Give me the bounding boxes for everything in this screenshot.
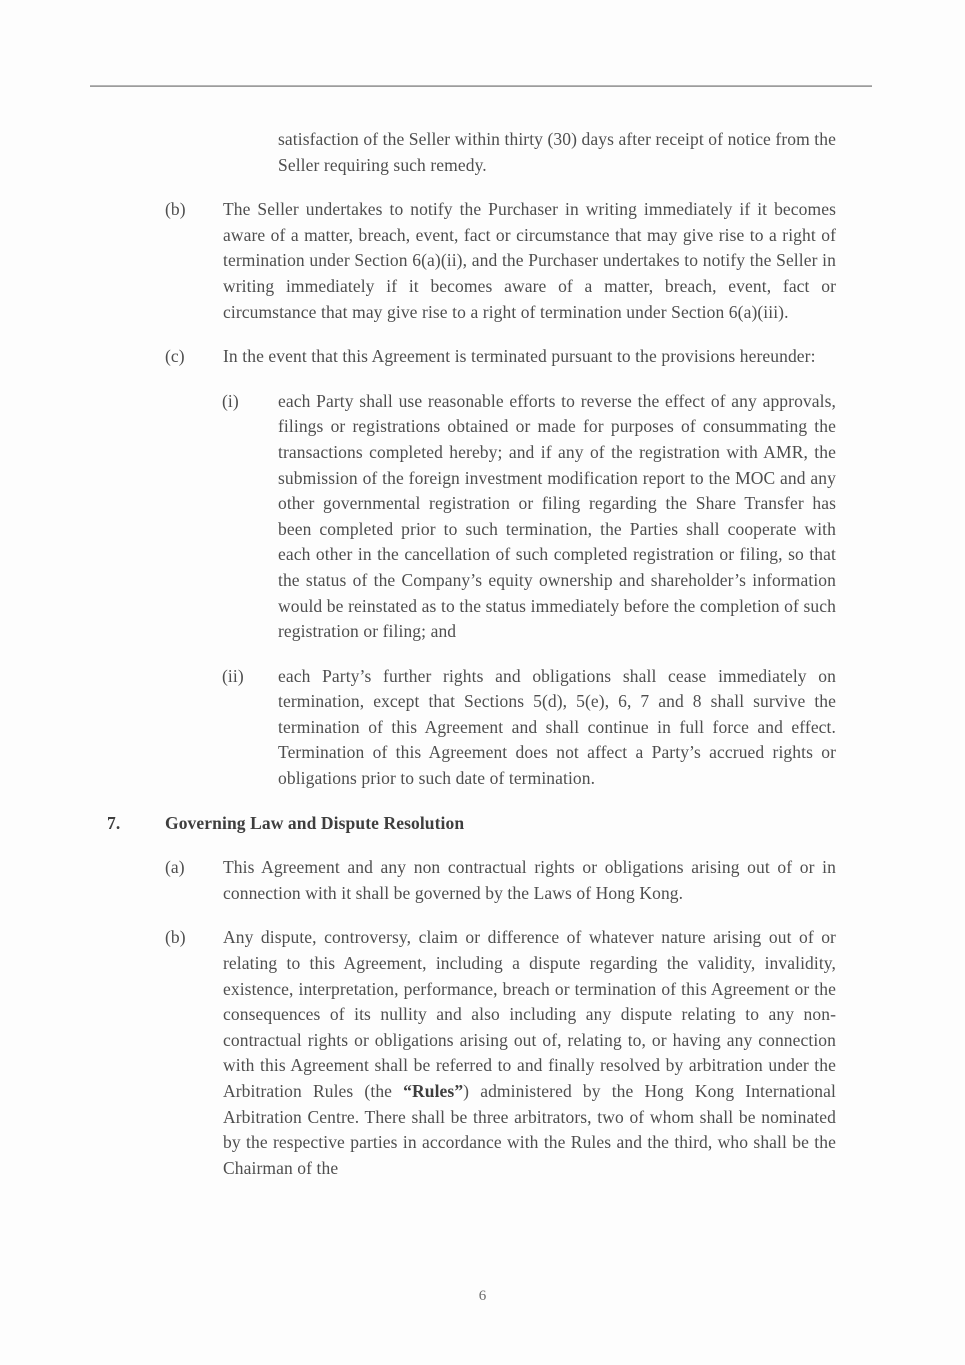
clause-6b — [165, 197, 836, 325]
clause-7b-label: (b) — [165, 927, 186, 948]
section-7-title: Governing Law and Dispute Resolution — [165, 812, 465, 833]
clause-7b-text-part2: ) administered by the Hong Kong International Arbitration Centre. There shall be three arbitrators, two of whom shall be nominated by the respective parties in accordance with the Rules and the third, who shall be the Chairman of the — [223, 1081, 836, 1178]
document-body — [0, 127, 965, 1200]
clause-7b-text-part1: Any dispute, controversy, claim or difference of whatever nature arising out of or relating to this Agreement, including a dispute regarding the validity, invalidity, existence, interpretation, performance, breach or termination of this Agreement or the consequences of its nullity and also including any dispute relating to any non-contractual rights or obligations arising out of, relating to, or having any connection with this Agreement shall be referred to and finally resolved by arbitration under the Arbitration Rules (the — [223, 927, 836, 1101]
clause-6c-ii-text: each Party’s further rights and obligations shall cease immediately on termination, except that Sections 5(d), 5(e), 6, 7 and 8 shall survive the termination of this Agreement and shall continue in full force and effect. Termination of this Agreement does not affect a Party’s accrued rights or obligations prior to such date of termination. — [278, 665, 836, 789]
clause-6c — [165, 344, 836, 370]
clause-7a-text: This Agreement and any non contractual rights or obligations arising out of or in connection with it shall be governed by the Laws of Hong Kong. — [223, 857, 836, 903]
clause-6c-ii — [222, 664, 836, 792]
page-number: 6 — [478, 1288, 487, 1304]
clause-7b-text — [223, 925, 836, 1181]
header-divider — [90, 85, 872, 87]
clause-6c-ii-label: (ii) — [222, 665, 244, 686]
clause-6c-i-label: (i) — [222, 390, 239, 411]
clause-6c-text: In the event that this Agreement is terminated pursuant to the provisions hereunder: — [223, 346, 816, 367]
clause-6b-label: (b) — [165, 199, 186, 220]
clause-6c-i — [222, 389, 836, 645]
section-7-heading — [107, 811, 836, 837]
clause-7a — [165, 855, 836, 906]
defined-term-rules: “Rules” — [403, 1081, 464, 1101]
clause-6c-label: (c) — [165, 346, 185, 367]
clause-6b-text: The Seller undertakes to notify the Purchaser in writing immediately if it becomes aware of a matter, breach, event, fact or circumstance that may give rise to a right of termination under Section 6(a)(ii), and the Purchaser undertakes to notify the Seller in writing immediately if it becomes aware of a matter, breach, event, fact or circumstance that may give rise to a right of termination under Section 6(a)(iii). — [223, 199, 836, 322]
section-7-number: 7. — [107, 812, 121, 833]
clause-7a-label: (a) — [165, 857, 185, 878]
clause-6c-i-text: each Party shall use reasonable efforts to reverse the effect of any approvals, filings or registrations obtained or made for purposes of consummating the transactions completed hereby; and if any of the registration with AMR, the submission of the foreign investment modification report to the MOC and any other governmental registration or filing regarding the Share Transfer has been completed prior to such termination, the Parties shall cooperate with each other in the cancellation of such completed registration or filing, so that the status of the Company’s equity ownership and shareholder’s information would be reinstated as to the status immediately before the completion of such registration or filing; and — [278, 390, 836, 642]
continuation-paragraph: satisfaction of the Seller within thirty (30) days after receipt of notice from the Seller requiring such remedy. — [278, 129, 836, 175]
clause-7b — [165, 925, 836, 1181]
